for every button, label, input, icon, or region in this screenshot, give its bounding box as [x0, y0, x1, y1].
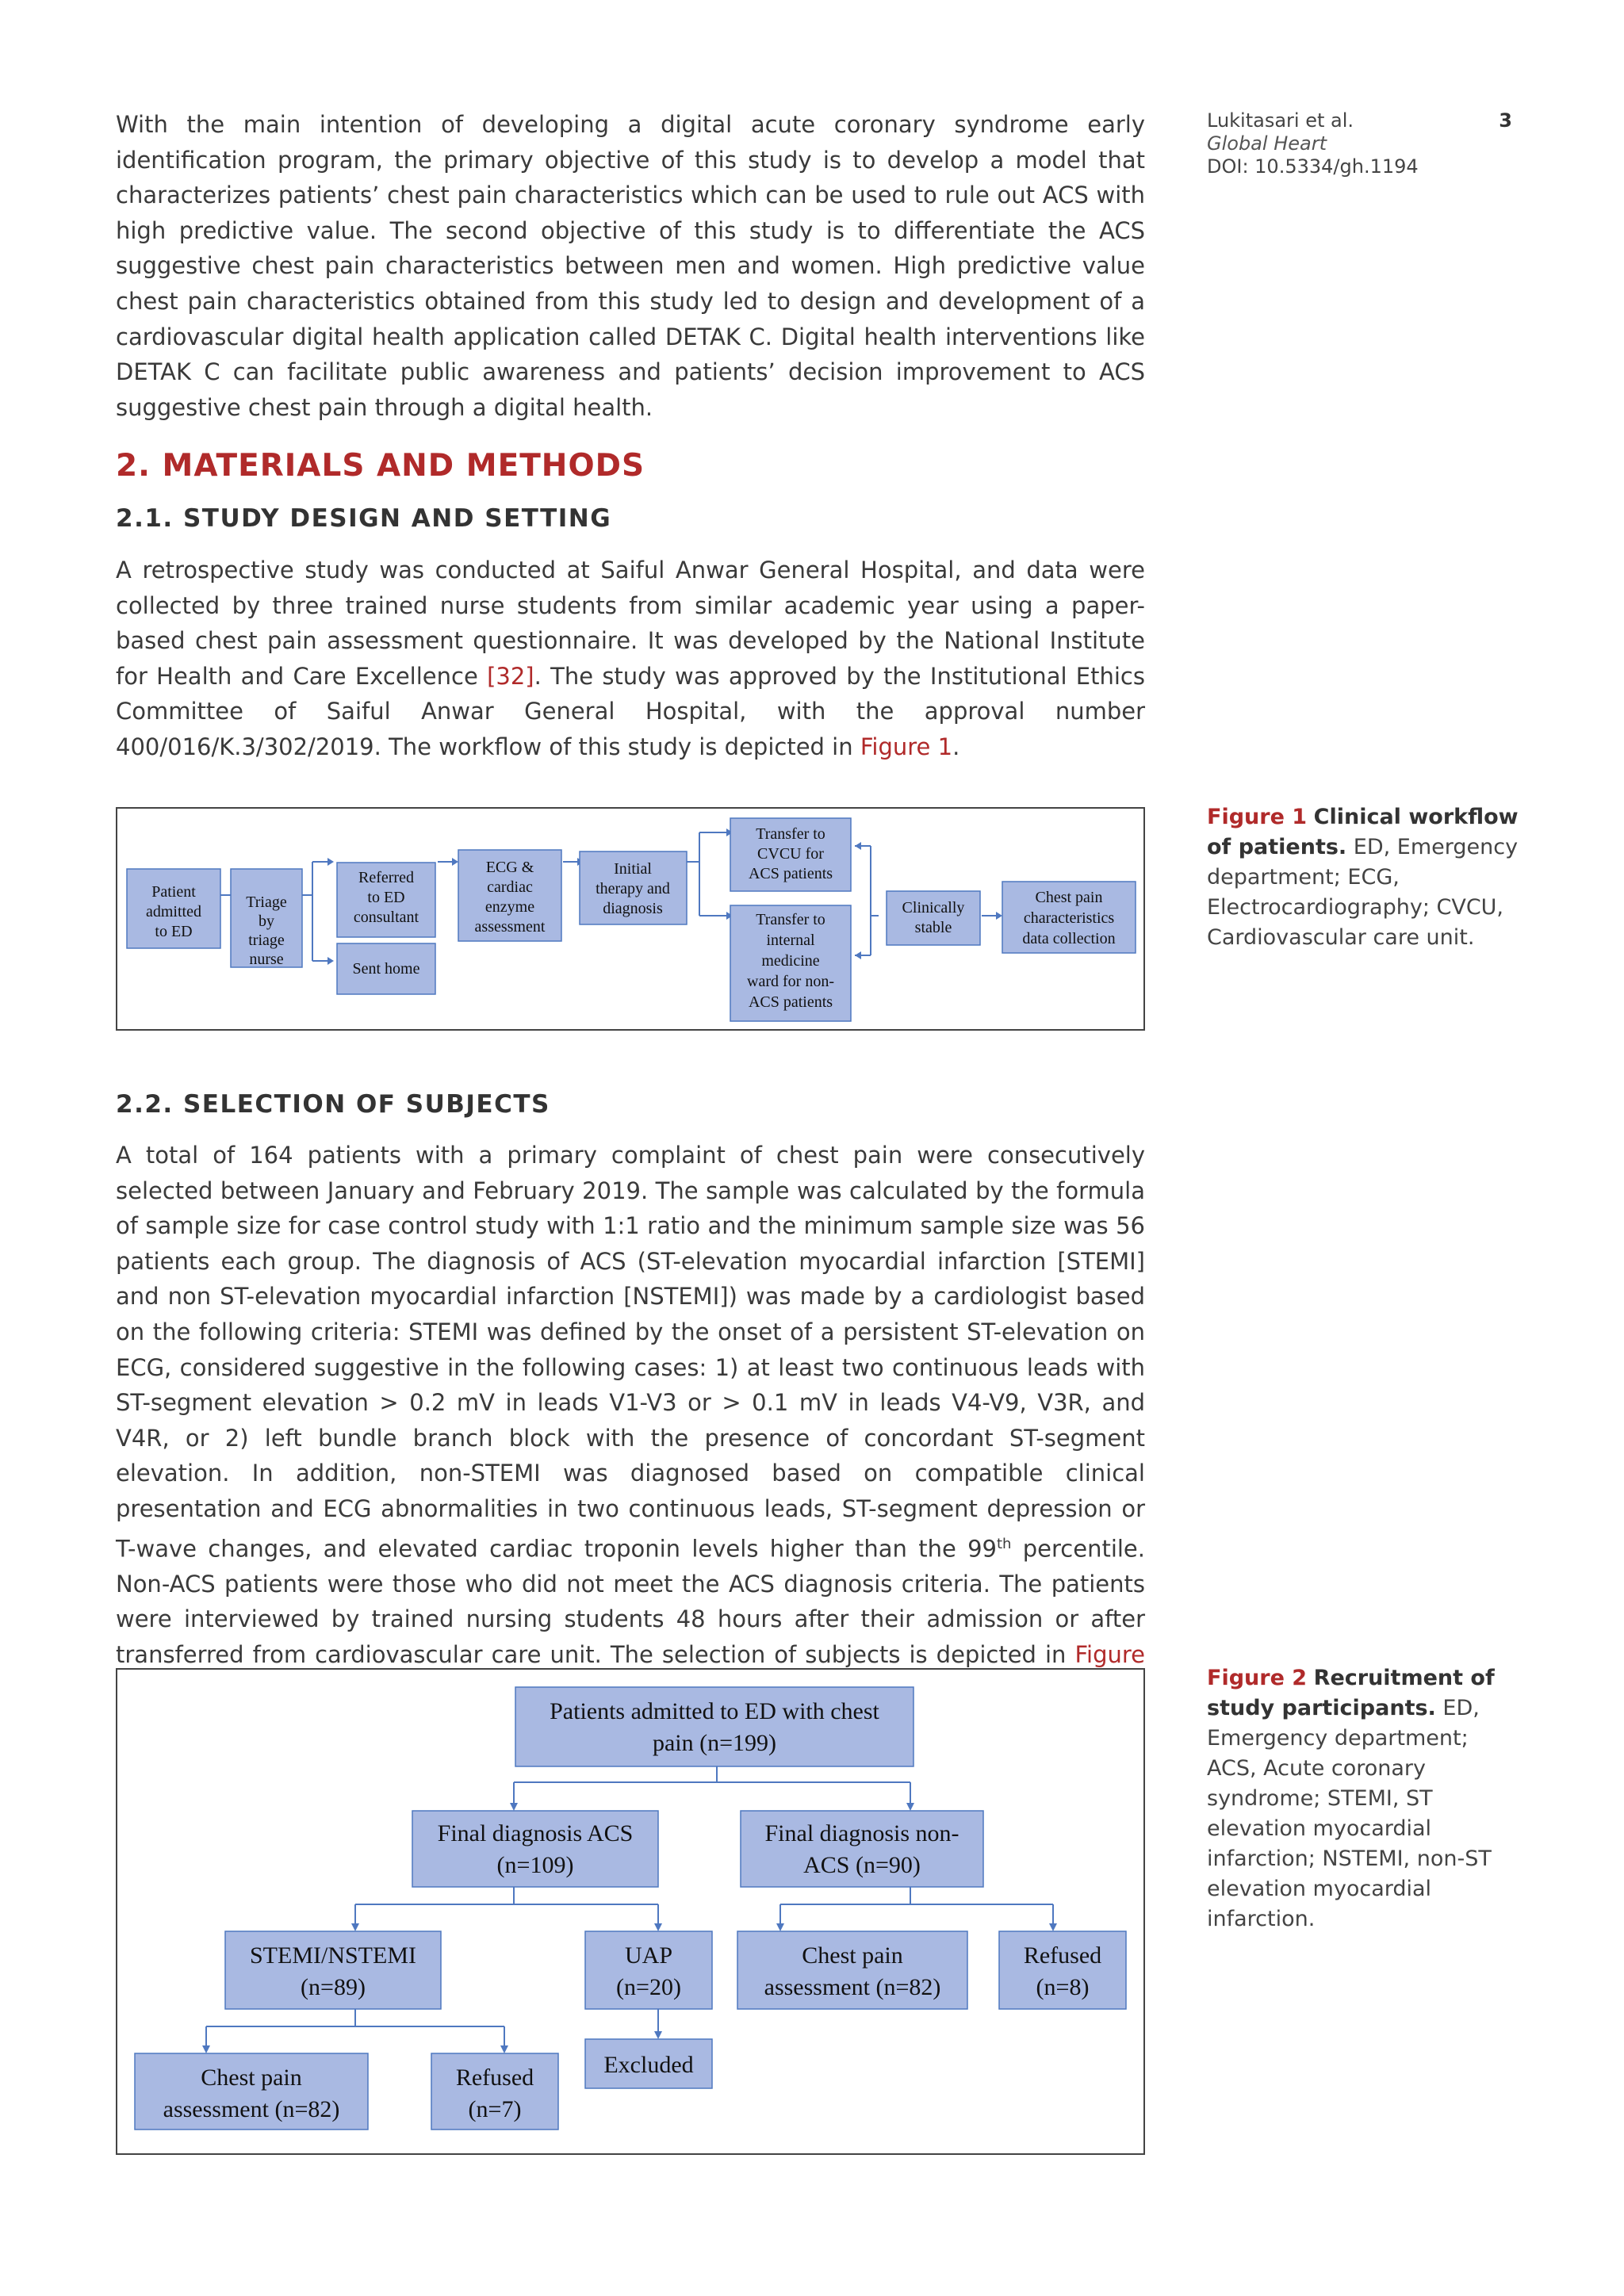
study-design-paragraph — [116, 553, 1145, 765]
study-design-text-a: A retrospective study was conducted at Saiful Anwar General Hospital, and data were collected by three trained nurse students from similar academic year using a paper-based chest pain assessment questionnaire. It was developed by the National Institute for Health and Care Excellence — [116, 557, 1145, 690]
node-root-line-2: pain (n=199) — [652, 1730, 777, 1756]
node-internal-line-2: internal — [766, 932, 815, 949]
node-refused-acs — [431, 2053, 558, 2130]
node-internal-line-1: Transfer to — [756, 911, 825, 928]
intro-paragraph: With the main intention of developing a digital acute coronary syndrome early identification program, the primary objective of this study is to develop a model that characterizes patients’ chest pain characteristics which can be used to rule out ACS with high predictive value. The second objective of this study is to differentiate the ACS suggestive chest pain characteristics between men and women. High predictive value chest pain characteristics obtained from this study led to design and development of a cardiovascular digital health application called DETAK C. Digital health interventions like DETAK C can facilitate public awareness and patients’ decision improvement to ACS suggestive chest pain through a digital health. — [116, 111, 1145, 421]
node-cp-nonacs-line-1: Chest pain — [802, 1942, 903, 1969]
figure-1-link[interactable]: Figure 1 — [860, 733, 953, 760]
node-refused-nonacs-line-1: Refused — [1023, 1942, 1102, 1969]
node-uap-line-2: (n=20) — [616, 1974, 681, 2000]
figure-2-connectors — [202, 1766, 1057, 2053]
node-sent-home-line-1: Sent home — [352, 960, 420, 978]
figure-1-workflow — [116, 807, 1145, 1031]
node-internal-line-3: medicine — [761, 952, 820, 970]
node-triage-line-3: triage — [248, 932, 285, 949]
node-ecg-line-4: assessment — [474, 918, 546, 936]
node-chest-pain-acs — [135, 2053, 368, 2130]
study-design-text-c: . — [952, 733, 960, 760]
page-number: 3 — [1499, 109, 1512, 132]
node-referred-line-2: to ED — [367, 889, 405, 906]
node-uap — [585, 1931, 712, 2009]
node-collection-line-2: characteristics — [1023, 909, 1115, 927]
figure-2-caption — [1207, 1663, 1524, 1934]
node-refused-nonacs-line-2: (n=8) — [1036, 1974, 1090, 2000]
node-referred — [337, 863, 435, 937]
node-cp-acs-line-2: assessment (n=82) — [163, 2096, 340, 2122]
figure-1-caption-title: Clinical workflow of patients. — [1207, 805, 1519, 859]
node-triage-line-2: by — [259, 913, 274, 930]
node-ecg-line-1: ECG & — [485, 859, 534, 876]
node-final-acs — [412, 1811, 658, 1887]
node-cp-nonacs-line-2: assessment (n=82) — [764, 1974, 941, 2000]
node-ecg-line-2: cardiac — [487, 878, 533, 896]
node-triage-line-1: Triage — [246, 894, 287, 911]
node-triage-line-4: nurse — [249, 951, 284, 968]
node-cvcu-line-1: Transfer to — [756, 825, 825, 843]
node-patient-line-3: to ED — [155, 923, 193, 940]
figure-2-caption-label: Figure 2 — [1207, 1666, 1308, 1690]
node-patient-line-1: Patient — [151, 883, 196, 901]
selection-text-a: A total of 164 patients with a primary complaint of chest pain were consecutively selected between January and February 2019. The sample was calculated by the formula of sample size for case control study with 1:1 ratio and the minimum sample size was 56 patients each group. The diagnosis of ACS (ST-elevation myocardial infarction [STEMI] and non ST-elevation myocardial infarction [NSTEMI]) was made by a cardiologist based on the following criteria: STEMI was defined by the onset of a persistent ST-elevation on ECG, considered suggestive in the following cases: 1) at least two continuous leads with ST-segment elevation > 0.2 mV in leads V1-V3 or > 0.1 mV in leads V4-V9, V3R, and V4R, or 2) left bundle branch block with the presence of concordant ST-segment elevation. In addition, non-STEMI was diagnosed based on compatible clinical presentation and ECG abnormalities in two continuous leads, ST-segment depression or T-wave changes, and elevated cardiac troponin levels higher than the 99 — [116, 1142, 1145, 1563]
node-collection-line-3: data collection — [1022, 930, 1116, 947]
node-refused-acs-line-1: Refused — [455, 2064, 534, 2091]
node-internal-line-4: ward for non- — [747, 973, 834, 990]
figure-1-diagram — [117, 809, 1147, 1032]
node-transfer-cvcu — [730, 818, 851, 891]
header-doi: DOI: 10.5334/gh.1194 — [1207, 155, 1419, 178]
node-excluded — [585, 2039, 712, 2088]
figure-2-recruitment — [116, 1668, 1145, 2155]
selection-paragraph — [116, 1138, 1145, 1708]
running-header — [1207, 109, 1512, 178]
node-ecg — [458, 850, 561, 941]
node-patient-admitted — [127, 869, 220, 948]
node-uap-line-1: UAP — [624, 1942, 673, 1969]
node-stable-line-1: Clinically — [902, 899, 965, 916]
node-refused-acs-line-2: (n=7) — [468, 2096, 522, 2122]
node-collection-line-1: Chest pain — [1035, 889, 1103, 906]
selection-section — [116, 1138, 1145, 1708]
node-nonacs-line-1: Final diagnosis non- — [764, 1820, 959, 1846]
node-refused-nonacs — [999, 1931, 1126, 2009]
node-cp-acs-line-1: Chest pain — [201, 2064, 302, 2091]
node-final-nonacs — [741, 1811, 983, 1887]
node-excluded-line-1: Excluded — [603, 2052, 694, 2078]
header-authors: Lukitasari et al. — [1207, 109, 1354, 132]
node-triage — [231, 869, 302, 968]
superscript-th: th — [996, 1535, 1012, 1552]
figure-2-caption-title: Recruitment of study participants. — [1207, 1666, 1495, 1720]
node-ecg-line-3: enzyme — [485, 898, 535, 916]
node-transfer-internal — [730, 905, 851, 1021]
node-internal-line-5: ACS patients — [748, 993, 833, 1011]
subsection-heading-selection: 2.2. SELECTION OF SUBJECTS — [116, 1090, 550, 1119]
node-chest-pain-nonacs — [737, 1931, 967, 2009]
figure-1-caption-text: ED, Emergency department; ECG, Electrocardiography; CVCU, Cardiovascular care unit. — [1207, 835, 1519, 950]
subsection-heading-study-design: 2.1. STUDY DESIGN AND SETTING — [116, 504, 612, 533]
node-initial-line-1: Initial — [614, 860, 652, 878]
selection-text-b: percentile. Non-ACS patients were those who did not meet the ACS diagnosis criteria. The patients were interviewed by trained nursing students 48 hours after their admission or after transferred from cardiovascular care unit. The selection of subjects is depicted in — [116, 1535, 1145, 1668]
figure-1-caption — [1207, 802, 1524, 953]
figure-2-diagram — [117, 1670, 1147, 2156]
node-stemi-line-1: STEMI/NSTEMI — [250, 1942, 416, 1969]
node-cvcu-line-2: CVCU for — [757, 845, 824, 863]
citation-link-32[interactable]: [32] — [487, 662, 534, 690]
node-stemi-line-2: (n=89) — [301, 1974, 366, 2000]
node-stable-line-2: stable — [914, 919, 952, 936]
node-initial-line-3: diagnosis — [603, 900, 663, 917]
node-root-line-1: Patients admitted to ED with chest — [550, 1698, 879, 1724]
figure-2-link[interactable]: Figure — [1074, 1640, 1145, 1668]
figure-2-caption-text: ED, Emergency department; ACS, Acute coronary syndrome; STEMI, ST elevation myocardial infarction; NSTEMI, non-ST elevation myocardial infarction. — [1207, 1696, 1492, 1931]
node-root-admitted — [515, 1687, 914, 1766]
study-design-text-b: . The study was approved by the Institutional Ethics Committee of Saiful Anwar General Hospital, with the approval number 400/016/K.3/302/2019. The workflow of this study is depicted in — [116, 662, 1145, 760]
node-stemi-nstemi — [225, 1931, 441, 2009]
node-referred-line-3: consultant — [353, 909, 419, 926]
node-sent-home — [337, 943, 435, 994]
node-nonacs-line-2: ACS (n=90) — [803, 1852, 921, 1878]
header-journal: Global Heart — [1207, 132, 1327, 155]
section-heading-materials-methods: 2. MATERIALS AND METHODS — [116, 448, 645, 484]
node-acs-line-2: (n=109) — [496, 1852, 574, 1878]
intro-section — [116, 107, 1145, 425]
node-patient-line-2: admitted — [146, 903, 201, 920]
node-initial-therapy — [580, 851, 687, 924]
node-clinically-stable — [887, 891, 980, 945]
node-referred-line-1: Referred — [358, 869, 414, 886]
node-data-collection — [1002, 882, 1136, 953]
study-design-section — [116, 553, 1145, 765]
figure-1-caption-label: Figure 1 — [1207, 805, 1308, 829]
node-acs-line-1: Final diagnosis ACS — [437, 1820, 634, 1846]
node-initial-line-2: therapy and — [596, 880, 670, 897]
node-cvcu-line-3: ACS patients — [748, 865, 833, 882]
